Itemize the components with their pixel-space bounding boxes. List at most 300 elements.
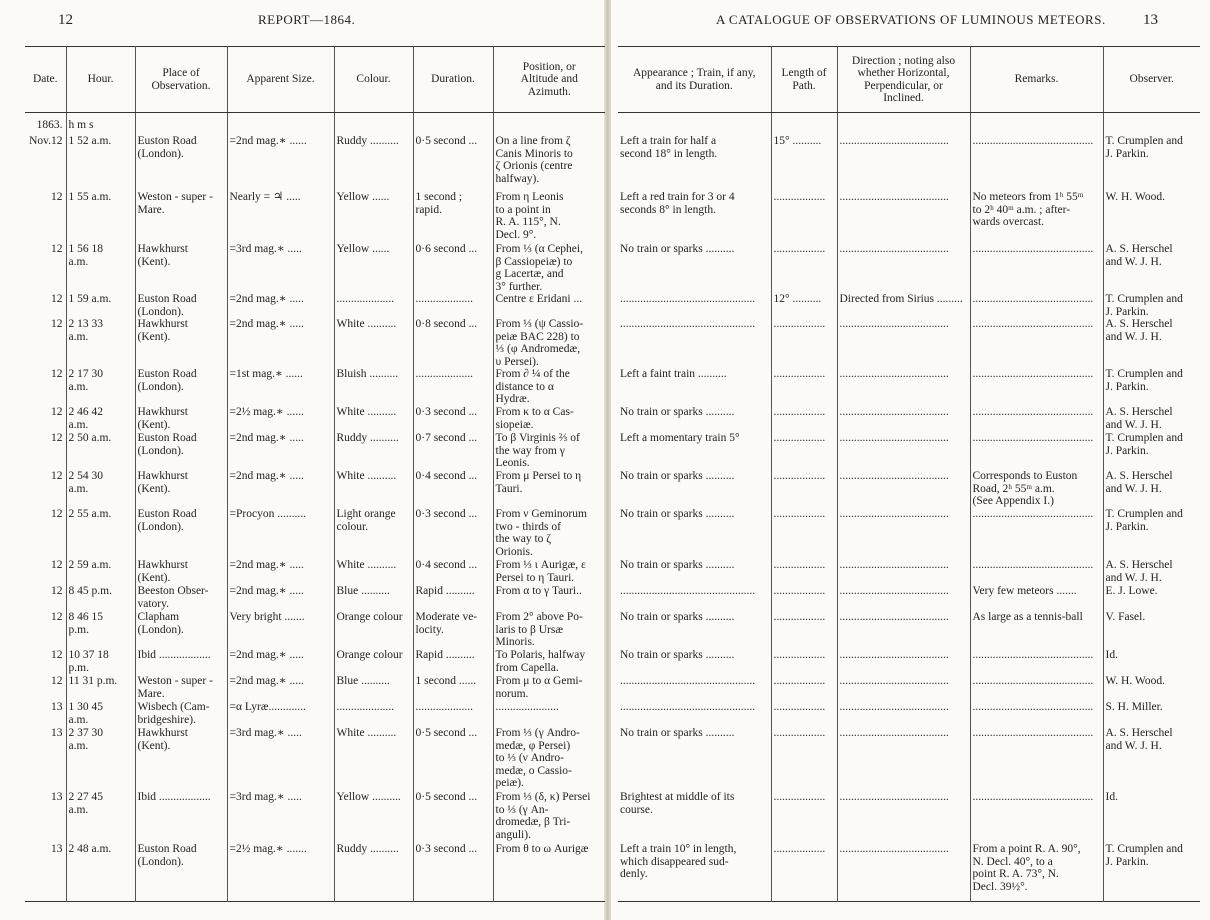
cell-date: 12 bbox=[51, 470, 63, 482]
cell-place: Clapham (London). bbox=[135, 611, 227, 649]
cell-hour: 11 31 p.m. bbox=[66, 675, 135, 701]
cell-appearance: Left a train 10° in length, which disappeared sud- denly. bbox=[620, 843, 737, 880]
cell-length: 12° .......... bbox=[771, 293, 837, 318]
units-row bbox=[25, 113, 605, 136]
right-header-row bbox=[618, 47, 1200, 113]
cell-length: .................. bbox=[771, 470, 837, 508]
cell-date: 12 bbox=[51, 432, 63, 444]
cell-date: 12 bbox=[51, 191, 63, 203]
cell-position: From 2° above Po- laris to β Ursæ Minoris. bbox=[493, 611, 605, 649]
cell-remarks: .......................................... bbox=[970, 791, 1103, 843]
cell-length: .................. bbox=[771, 368, 837, 406]
cell-observer: T. Crumplen and J. Parkin. bbox=[1103, 368, 1200, 406]
cell-remarks: .......................................... bbox=[970, 508, 1103, 559]
cell-observer: A. S. Herschel and W. J. H. bbox=[1103, 727, 1200, 791]
cell-size: =3rd mag.∗ ..... bbox=[227, 791, 334, 843]
cell-hour: 2 46 42 a.m. bbox=[66, 406, 135, 432]
cell-colour: Ruddy .......... bbox=[334, 432, 413, 470]
cell-date: 12 bbox=[51, 559, 63, 571]
cell-place: Hawkhurst (Kent). bbox=[135, 243, 227, 293]
table-row bbox=[618, 843, 1200, 901]
table-row bbox=[25, 432, 605, 470]
cell-length: .................. bbox=[771, 508, 837, 559]
cell-duration: Moderate ve- locity. bbox=[413, 611, 493, 649]
cell-remarks: .......................................... bbox=[970, 559, 1103, 585]
cell-remarks: .......................................... bbox=[970, 649, 1103, 675]
table-row bbox=[25, 508, 605, 559]
cell-position: From μ Persei to η Tauri. bbox=[493, 470, 605, 508]
cell-direction: ...................................... bbox=[837, 318, 970, 368]
cell-appearance: Left a red train for 3 or 4 seconds 8° in length. bbox=[620, 191, 735, 216]
cell-observer: T. Crumplen and J. Parkin. bbox=[1103, 843, 1200, 901]
cell-colour: Blue .......... bbox=[334, 675, 413, 701]
cell-hour: 2 59 a.m. bbox=[66, 559, 135, 585]
cell-direction: Directed from Sirius ......... bbox=[837, 293, 970, 318]
cell-place: Weston - super - Mare. bbox=[135, 191, 227, 243]
cell-date: Nov.12 bbox=[29, 135, 63, 147]
units-empty bbox=[334, 113, 413, 136]
cell-length: .................. bbox=[771, 843, 837, 901]
cell-direction: ...................................... bbox=[837, 368, 970, 406]
cell-duration: 0·5 second ... bbox=[413, 727, 493, 791]
cell-colour: Orange colour bbox=[334, 649, 413, 675]
cell-hour: 2 54 30 a.m. bbox=[66, 470, 135, 508]
cell-remarks: .......................................... bbox=[970, 432, 1103, 470]
cell-position: To Polaris, halfway from Capella. bbox=[493, 649, 605, 675]
cell-observer: T. Crumplen and J. Parkin. bbox=[1103, 508, 1200, 559]
cell-direction: ...................................... bbox=[837, 508, 970, 559]
table-row bbox=[25, 293, 605, 318]
table-row bbox=[618, 675, 1200, 701]
cell-length: .................. bbox=[771, 243, 837, 293]
table-row bbox=[618, 585, 1200, 611]
cell-size: =2nd mag.∗ ..... bbox=[227, 318, 334, 368]
cell-position: To β Virginis ⅔ of the way from γ Leonis. bbox=[493, 432, 605, 470]
cell-length: .................. bbox=[771, 432, 837, 470]
cell-colour: White .......... bbox=[334, 559, 413, 585]
units-row bbox=[618, 113, 1200, 136]
cell-place: Hawkhurst (Kent). bbox=[135, 727, 227, 791]
cell-date: 13 bbox=[51, 791, 63, 803]
cell-appearance: No train or sparks .......... bbox=[620, 559, 735, 571]
table-row bbox=[25, 649, 605, 675]
left-meteor-table bbox=[25, 46, 605, 902]
cell-date: 12 bbox=[51, 649, 63, 661]
cell-length: .................. bbox=[771, 701, 837, 727]
cell-date: 12 bbox=[51, 293, 63, 305]
cell-appearance: No train or sparks .......... bbox=[620, 243, 735, 255]
cell-hour: 2 50 a.m. bbox=[66, 432, 135, 470]
cell-appearance: No train or sparks .......... bbox=[620, 611, 735, 623]
cell-direction: ...................................... bbox=[837, 701, 970, 727]
cell-position: From ⅓ (δ, κ) Persei to ⅓ (γ An- dromedæ, β Tri- anguli). bbox=[493, 791, 605, 843]
cell-direction: ...................................... bbox=[837, 791, 970, 843]
cell-date: 12 bbox=[51, 611, 63, 623]
right-running-head: A CATALOGUE OF OBSERVATIONS OF LUMINOUS METEORS. bbox=[716, 12, 1106, 27]
left-table-body bbox=[25, 113, 605, 902]
cell-appearance: ............................................... bbox=[620, 318, 756, 330]
cell-duration: 0·8 second ... bbox=[413, 318, 493, 368]
table-row bbox=[25, 135, 605, 191]
cell-colour: Light orange colour. bbox=[334, 508, 413, 559]
cell-remarks: From a point R. A. 90°, N. Decl. 40°, to a point R. A. 73°, N. Decl. 39½°. bbox=[970, 843, 1103, 901]
cell-remarks: Corresponds to Euston Road, 2ʰ 55ᵐ a.m. (See Appendix I.) bbox=[970, 470, 1103, 508]
cell-duration: Rapid .......... bbox=[413, 585, 493, 611]
cell-appearance: ............................................... bbox=[620, 675, 756, 687]
cell-size: =2½ mag.∗ ....... bbox=[227, 843, 334, 901]
cell-size: =2nd mag.∗ ..... bbox=[227, 649, 334, 675]
units-empty bbox=[493, 113, 605, 136]
cell-duration: 1 second ...... bbox=[413, 675, 493, 701]
cell-duration: 0·4 second ... bbox=[413, 559, 493, 585]
cell-remarks: .......................................... bbox=[970, 675, 1103, 701]
cell-direction: ...................................... bbox=[837, 559, 970, 585]
table-row bbox=[618, 368, 1200, 406]
cell-observer: Id. bbox=[1103, 791, 1200, 843]
cell-place: Hawkhurst (Kent). bbox=[135, 559, 227, 585]
cell-position: On a line from ζ Canis Minoris to ζ Orionis (centre halfway). bbox=[493, 135, 605, 191]
cell-direction: ...................................... bbox=[837, 727, 970, 791]
cell-position: From η Leonis to a point in R. A. 115°, N. Decl. 9°. bbox=[493, 191, 605, 243]
cell-size: Nearly = ♃ ..... bbox=[227, 191, 334, 243]
cell-place: Euston Road (London). bbox=[135, 432, 227, 470]
cell-length: .................. bbox=[771, 675, 837, 701]
header-appearance: Appearance ; Train, if any, and its Duration. bbox=[618, 47, 771, 113]
table-row bbox=[618, 318, 1200, 368]
cell-colour: Yellow ...... bbox=[334, 191, 413, 243]
cell-duration: Rapid .......... bbox=[413, 649, 493, 675]
cell-place: Hawkhurst (Kent). bbox=[135, 406, 227, 432]
units-empty bbox=[837, 113, 970, 136]
units-empty bbox=[970, 113, 1103, 136]
units-empty bbox=[1103, 113, 1200, 136]
header-length: Length of Path. bbox=[771, 47, 837, 113]
cell-observer: A. S. Herschel and W. J. H. bbox=[1103, 559, 1200, 585]
units-empty bbox=[413, 113, 493, 136]
cell-appearance: ............................................... bbox=[620, 293, 756, 305]
table-row bbox=[25, 701, 605, 727]
cell-duration: 0·3 second ... bbox=[413, 406, 493, 432]
cell-hour: 10 37 18 p.m. bbox=[66, 649, 135, 675]
table-row bbox=[25, 675, 605, 701]
cell-position: From ν Geminorum two - thirds of the way to ζ Orionis. bbox=[493, 508, 605, 559]
cell-colour: .................... bbox=[334, 701, 413, 727]
table-row bbox=[25, 559, 605, 585]
cell-appearance: Left a train for half a second 18° in length. bbox=[620, 135, 718, 160]
cell-place: Weston - super - Mare. bbox=[135, 675, 227, 701]
cell-duration: .................... bbox=[413, 293, 493, 318]
units-hms: h m s bbox=[66, 113, 135, 136]
header-observer: Observer. bbox=[1103, 47, 1200, 113]
cell-hour: 2 27 45 a.m. bbox=[66, 791, 135, 843]
table-row bbox=[25, 191, 605, 243]
cell-remarks: Very few meteors ....... bbox=[970, 585, 1103, 611]
cell-place: Hawkhurst (Kent). bbox=[135, 470, 227, 508]
table-row bbox=[618, 406, 1200, 432]
cell-hour: 1 59 a.m. bbox=[66, 293, 135, 318]
cell-size: =2½ mag.∗ ...... bbox=[227, 406, 334, 432]
cell-size: =3rd mag.∗ ..... bbox=[227, 727, 334, 791]
table-row bbox=[618, 611, 1200, 649]
cell-colour: White .......... bbox=[334, 406, 413, 432]
cell-observer: A. S. Herschel and W. J. H. bbox=[1103, 243, 1200, 293]
table-row bbox=[25, 843, 605, 901]
cell-colour: .................... bbox=[334, 293, 413, 318]
cell-hour: 2 17 30 a.m. bbox=[66, 368, 135, 406]
table-row bbox=[25, 318, 605, 368]
cell-observer: W. H. Wood. bbox=[1103, 191, 1200, 243]
cell-size: =2nd mag.∗ ...... bbox=[227, 135, 334, 191]
cell-place: Euston Road (London). bbox=[135, 135, 227, 191]
cell-direction: ...................................... bbox=[837, 470, 970, 508]
cell-observer: E. J. Lowe. bbox=[1103, 585, 1200, 611]
table-row bbox=[618, 508, 1200, 559]
cell-colour: Bluish .......... bbox=[334, 368, 413, 406]
cell-hour: 1 55 a.m. bbox=[66, 191, 135, 243]
cell-appearance: ............................................... bbox=[620, 585, 756, 597]
cell-position: From ⅓ (ψ Cassio- peiæ BAC 228) to ⅓ (φ Andromedæ, υ Persei). bbox=[493, 318, 605, 368]
cell-observer: S. H. Miller. bbox=[1103, 701, 1200, 727]
cell-direction: ...................................... bbox=[837, 649, 970, 675]
cell-position: From θ to ω Aurigæ bbox=[493, 843, 605, 901]
cell-duration: 0·5 second ... bbox=[413, 791, 493, 843]
cell-hour: 2 13 33 a.m. bbox=[66, 318, 135, 368]
cell-observer: A. S. Herschel and W. J. H. bbox=[1103, 318, 1200, 368]
table-row bbox=[25, 470, 605, 508]
cell-position: From α to γ Tauri.. bbox=[493, 585, 605, 611]
cell-duration: 0·3 second ... bbox=[413, 843, 493, 901]
cell-size: =3rd mag.∗ ..... bbox=[227, 243, 334, 293]
cell-duration: 0·7 second ... bbox=[413, 432, 493, 470]
cell-direction: ...................................... bbox=[837, 843, 970, 901]
cell-duration: .................... bbox=[413, 701, 493, 727]
cell-appearance: ............................................... bbox=[620, 701, 756, 713]
header-colour: Colour. bbox=[334, 47, 413, 113]
cell-date: 12 bbox=[51, 508, 63, 520]
cell-direction: ...................................... bbox=[837, 611, 970, 649]
cell-appearance: No train or sparks .......... bbox=[620, 649, 735, 661]
table-row bbox=[25, 368, 605, 406]
units-empty bbox=[618, 113, 771, 136]
cell-duration: 0·4 second ... bbox=[413, 470, 493, 508]
cell-position: ...................... bbox=[493, 701, 605, 727]
cell-place: Ibid .................. bbox=[135, 791, 227, 843]
cell-length: .................. bbox=[771, 559, 837, 585]
cell-observer: T. Crumplen and J. Parkin. bbox=[1103, 293, 1200, 318]
table-row bbox=[618, 791, 1200, 843]
cell-colour: White .......... bbox=[334, 318, 413, 368]
cell-appearance: Brightest at middle of its course. bbox=[620, 791, 735, 816]
table-row bbox=[618, 191, 1200, 243]
left-running-head: REPORT—1864. bbox=[258, 12, 356, 27]
header-remarks: Remarks. bbox=[970, 47, 1103, 113]
cell-appearance: No train or sparks .......... bbox=[620, 508, 735, 520]
cell-length: .................. bbox=[771, 611, 837, 649]
table-row bbox=[618, 470, 1200, 508]
cell-appearance: No train or sparks .......... bbox=[620, 470, 735, 482]
cell-colour: Yellow .......... bbox=[334, 791, 413, 843]
cell-direction: ...................................... bbox=[837, 406, 970, 432]
cell-position: From ∂ ¼ of the distance to α Hydræ. bbox=[493, 368, 605, 406]
cell-remarks: No meteors from 1ʰ 55ᵐ to 2ʰ 40ᵐ a.m. ; after- wards overcast. bbox=[970, 191, 1103, 243]
right-meteor-table bbox=[618, 46, 1200, 902]
cell-hour: 2 37 30 a.m. bbox=[66, 727, 135, 791]
cell-date: 12 bbox=[51, 675, 63, 687]
cell-position: Centre ε Eridani ... bbox=[493, 293, 605, 318]
cell-appearance: Left a momentary train 5° bbox=[620, 432, 740, 444]
cell-date: 12 bbox=[51, 318, 63, 330]
table-row bbox=[25, 585, 605, 611]
cell-size: =1st mag.∗ ...... bbox=[227, 368, 334, 406]
header-size: Apparent Size. bbox=[227, 47, 334, 113]
header-position: Position, or Altitude and Azimuth. bbox=[493, 47, 605, 113]
cell-position: From ⅓ ι Aurigæ, ε Persei to η Tauri. bbox=[493, 559, 605, 585]
cell-duration: .................... bbox=[413, 368, 493, 406]
cell-length: .................. bbox=[771, 406, 837, 432]
cell-length: 15° .......... bbox=[771, 135, 837, 191]
cell-remarks: .......................................... bbox=[970, 701, 1103, 727]
table-row bbox=[25, 611, 605, 649]
cell-remarks: .......................................... bbox=[970, 406, 1103, 432]
left-page-number: 12 bbox=[58, 12, 73, 28]
header-direction: Direction ; noting also whether Horizontal, Perpendicular, or Inclined. bbox=[837, 47, 970, 113]
header-place: Place of Observation. bbox=[135, 47, 227, 113]
header-hour: Hour. bbox=[66, 47, 135, 113]
cell-length: .................. bbox=[771, 585, 837, 611]
cell-appearance: No train or sparks .......... bbox=[620, 406, 735, 418]
cell-place: Wisbech (Cam- bridgeshire). bbox=[135, 701, 227, 727]
cell-direction: ...................................... bbox=[837, 243, 970, 293]
cell-hour: 1 56 18 a.m. bbox=[66, 243, 135, 293]
cell-colour: Ruddy .......... bbox=[334, 135, 413, 191]
cell-observer: A. S. Herschel and W. J. H. bbox=[1103, 406, 1200, 432]
cell-duration: 1 second ; rapid. bbox=[413, 191, 493, 243]
cell-size: =2nd mag.∗ ..... bbox=[227, 585, 334, 611]
right-page-number: 13 bbox=[1143, 12, 1158, 28]
cell-position: From ⅓ (α Cephei, β Cassiopeiæ) to g Lacertæ, and 3° further. bbox=[493, 243, 605, 293]
right-table-body bbox=[618, 113, 1200, 902]
cell-date: 12 bbox=[51, 585, 63, 597]
cell-duration: 0·6 second ... bbox=[413, 243, 493, 293]
cell-appearance: No train or sparks .......... bbox=[620, 727, 735, 739]
header-date: Date. bbox=[25, 47, 66, 113]
cell-direction: ...................................... bbox=[837, 675, 970, 701]
cell-appearance: Left a faint train .......... bbox=[620, 368, 727, 380]
cell-hour: 8 46 15 p.m. bbox=[66, 611, 135, 649]
cell-direction: ...................................... bbox=[837, 191, 970, 243]
cell-length: .................. bbox=[771, 791, 837, 843]
left-header-row bbox=[25, 47, 605, 113]
table-row bbox=[25, 406, 605, 432]
table-row bbox=[25, 791, 605, 843]
cell-direction: ...................................... bbox=[837, 585, 970, 611]
units-empty bbox=[227, 113, 334, 136]
cell-date: 12 bbox=[51, 368, 63, 380]
units-empty bbox=[135, 113, 227, 136]
cell-colour: Blue .......... bbox=[334, 585, 413, 611]
cell-size: =2nd mag.∗ ..... bbox=[227, 559, 334, 585]
units-empty bbox=[771, 113, 837, 136]
table-row bbox=[618, 243, 1200, 293]
cell-date: 13 bbox=[51, 701, 63, 713]
cell-hour: 2 55 a.m. bbox=[66, 508, 135, 559]
table-row bbox=[618, 293, 1200, 318]
cell-duration: 0·3 second ... bbox=[413, 508, 493, 559]
table-row bbox=[25, 243, 605, 293]
cell-hour: 1 30 45 a.m. bbox=[66, 701, 135, 727]
cell-position: From ⅓ (γ Andro- medæ, φ Persei) to ⅓ (ν Andro- medæ, ο Cassio- peiæ). bbox=[493, 727, 605, 791]
cell-date: 13 bbox=[51, 727, 63, 739]
right-page bbox=[610, 0, 1210, 920]
table-row bbox=[618, 649, 1200, 675]
cell-hour: 1 52 a.m. bbox=[66, 135, 135, 191]
table-row bbox=[618, 559, 1200, 585]
cell-remarks: .......................................... bbox=[970, 293, 1103, 318]
cell-observer: T. Crumplen and J. Parkin. bbox=[1103, 135, 1200, 191]
cell-place: Hawkhurst (Kent). bbox=[135, 318, 227, 368]
table-row bbox=[618, 432, 1200, 470]
cell-place: Euston Road (London). bbox=[135, 508, 227, 559]
cell-place: Euston Road (London). bbox=[135, 293, 227, 318]
cell-size: =Procyon .......... bbox=[227, 508, 334, 559]
cell-date: 13 bbox=[51, 843, 63, 855]
cell-remarks: .......................................... bbox=[970, 727, 1103, 791]
cell-length: .................. bbox=[771, 191, 837, 243]
cell-length: .................. bbox=[771, 649, 837, 675]
cell-size: =2nd mag.∗ ..... bbox=[227, 432, 334, 470]
cell-remarks: As large as a tennis-ball bbox=[970, 611, 1103, 649]
cell-observer: Id. bbox=[1103, 649, 1200, 675]
cell-observer: W. H. Wood. bbox=[1103, 675, 1200, 701]
cell-place: Beeston Obser- vatory. bbox=[135, 585, 227, 611]
cell-direction: ...................................... bbox=[837, 135, 970, 191]
cell-place: Euston Road (London). bbox=[135, 368, 227, 406]
cell-length: .................. bbox=[771, 318, 837, 368]
cell-observer: A. S. Herschel and W. J. H. bbox=[1103, 470, 1200, 508]
cell-date: 12 bbox=[51, 406, 63, 418]
cell-place: Ibid .................. bbox=[135, 649, 227, 675]
table-row bbox=[618, 727, 1200, 791]
cell-colour: White .......... bbox=[334, 470, 413, 508]
cell-duration: 0·5 second ... bbox=[413, 135, 493, 191]
cell-size: Very bright ....... bbox=[227, 611, 334, 649]
cell-size: =α Lyræ............. bbox=[227, 701, 334, 727]
cell-size: =2nd mag.∗ ..... bbox=[227, 675, 334, 701]
cell-hour: 2 48 a.m. bbox=[66, 843, 135, 901]
cell-observer: T. Crumplen and J. Parkin. bbox=[1103, 432, 1200, 470]
cell-colour: White .......... bbox=[334, 727, 413, 791]
cell-observer: V. Fasel. bbox=[1103, 611, 1200, 649]
cell-remarks: .......................................... bbox=[970, 318, 1103, 368]
cell-position: From μ to α Gemi- norum. bbox=[493, 675, 605, 701]
cell-size: =2nd mag.∗ ..... bbox=[227, 293, 334, 318]
cell-colour: Ruddy .......... bbox=[334, 843, 413, 901]
table-row bbox=[618, 701, 1200, 727]
cell-colour: Yellow ...... bbox=[334, 243, 413, 293]
cell-remarks: .......................................... bbox=[970, 368, 1103, 406]
cell-place: Euston Road (London). bbox=[135, 843, 227, 901]
cell-position: From κ to α Cas- siopeiæ. bbox=[493, 406, 605, 432]
header-duration: Duration. bbox=[413, 47, 493, 113]
cell-hour: 8 45 p.m. bbox=[66, 585, 135, 611]
cell-length: .................. bbox=[771, 727, 837, 791]
units-year: 1863. bbox=[36, 119, 63, 131]
cell-direction: ...................................... bbox=[837, 432, 970, 470]
table-row bbox=[618, 135, 1200, 191]
cell-remarks: .......................................... bbox=[970, 135, 1103, 191]
table-row bbox=[25, 727, 605, 791]
cell-remarks: .......................................... bbox=[970, 243, 1103, 293]
